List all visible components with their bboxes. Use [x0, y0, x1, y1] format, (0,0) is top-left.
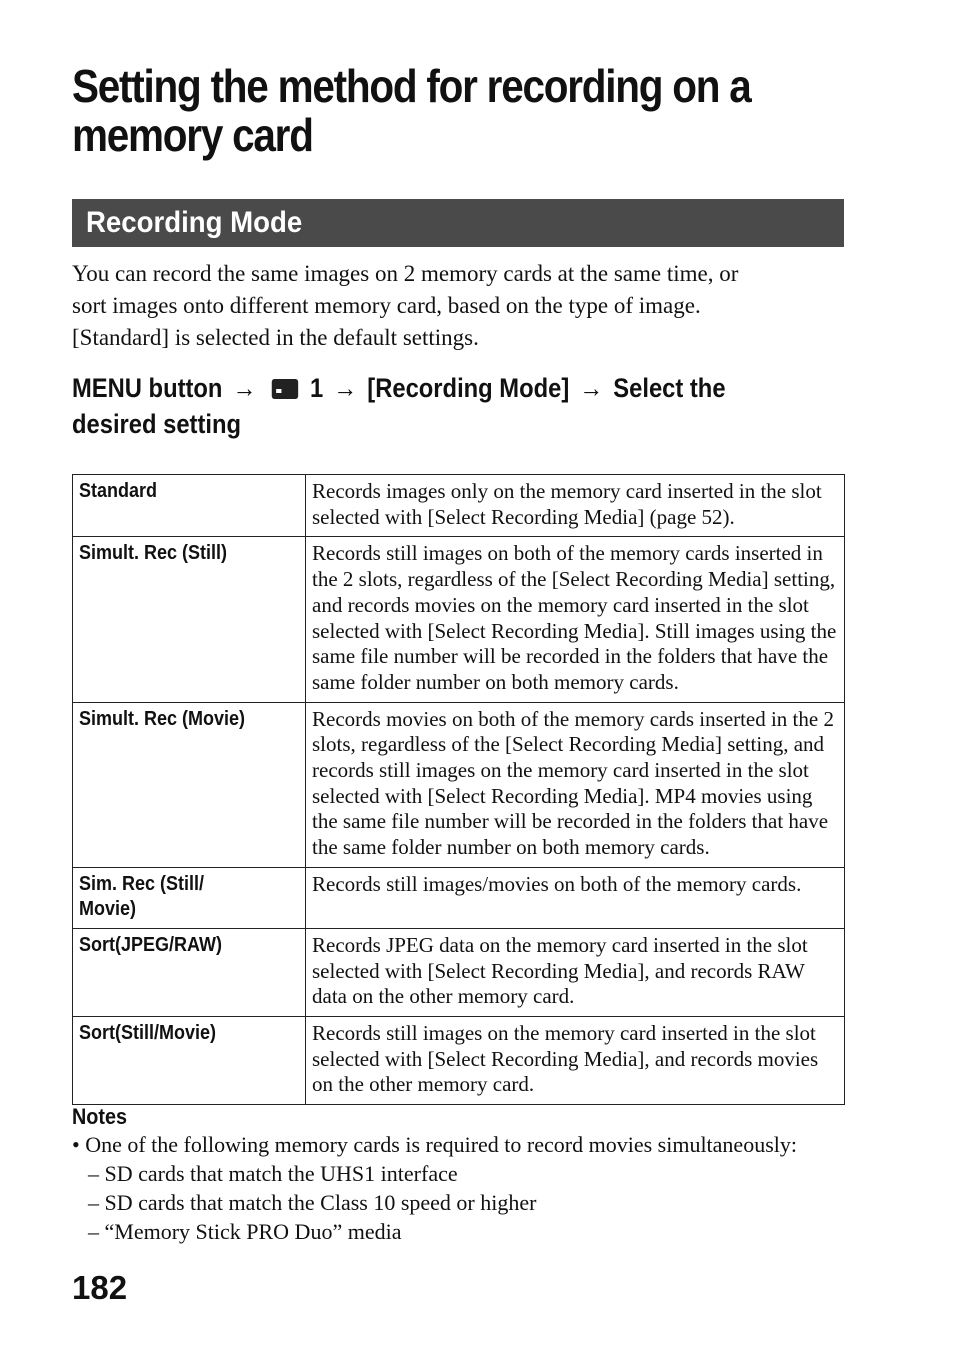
manual-page [72, 60, 844, 1306]
page-title-line2: memory card [72, 109, 313, 161]
intro-line-2: sort images onto different memory card, based on the type of image. [72, 293, 701, 318]
notes-list [72, 1130, 862, 1246]
arrow-icon: → [579, 373, 604, 403]
menu-action-label-line2: desired setting [72, 409, 242, 439]
recording-mode-table [72, 474, 845, 1105]
setting-description-cell: Records images only on the memory card inserted in the slot selected with [Select Recording Media] (page 52). [306, 475, 845, 537]
camera-menu-icon [272, 379, 298, 399]
menu-path-instruction [72, 370, 872, 442]
table-row [73, 867, 845, 928]
notes-sub-item: – SD cards that match the Class 10 speed or higher [88, 1190, 537, 1215]
notes-sub-item: – SD cards that match the UHS1 interface [88, 1161, 458, 1186]
notes-heading: Notes [72, 1104, 128, 1129]
setting-description-cell: Records JPEG data on the memory card inserted in the slot selected with [Select Recording Media], and records RAW data on the other memory card. [306, 928, 845, 1016]
menu-action-label: Select the [613, 373, 726, 403]
page-number: 182 [72, 1269, 128, 1306]
setting-name-cell: Sim. Rec (Still/ Movie) [73, 867, 306, 928]
setting-name-cell: Standard [73, 475, 306, 537]
intro-paragraph [72, 258, 844, 354]
table-row [73, 537, 845, 702]
table-row [73, 1016, 845, 1104]
setting-description-cell: Records still images/movies on both of the memory cards. [306, 867, 845, 928]
notes-bullet: • One of the following memory cards is required to record movies simultaneously: [72, 1132, 797, 1157]
setting-description-cell: Records still images on the memory card inserted in the slot selected with [Select Recording Media], and records movies on the other memory card. [306, 1016, 845, 1104]
intro-line-3: [Standard] is selected in the default settings. [72, 325, 479, 350]
arrow-icon: → [232, 373, 257, 403]
setting-description-cell: Records still images on both of the memory cards inserted in the 2 slots, regardless of the [Select Recording Media] setting, and records movies on the memory card inserted in the slot selected with [Select Recording Media]. Still images using the same file number will be recorded in the folders that have the same folder number on both memory cards. [306, 537, 845, 702]
menu-button-label: MENU button [72, 373, 223, 403]
table-row [73, 928, 845, 1016]
setting-description-cell: Records movies on both of the memory cards inserted in the 2 slots, regardless of the [Select Recording Media] setting, and records still images on the memory card inserted in the slot selected with [Select Recording Media]. MP4 movies using the same file number will be recorded in the folders that have the same folder number on both memory cards. [306, 702, 845, 867]
menu-tab-number: 1 [310, 373, 324, 403]
page-title-line1: Setting the method for recording on a [72, 60, 751, 112]
section-title: Recording Mode [86, 206, 303, 239]
section-header-bar [72, 199, 844, 247]
setting-name-cell: Sort(JPEG/RAW) [73, 928, 306, 1016]
menu-item-label: [Recording Mode] [367, 373, 570, 403]
arrow-icon: → [333, 373, 358, 403]
setting-name-cell: Sort(Still/Movie) [73, 1016, 306, 1104]
table-row [73, 702, 845, 867]
intro-line-1: You can record the same images on 2 memory cards at the same time, or [72, 261, 739, 286]
notes-sub-item: – “Memory Stick PRO Duo” media [88, 1219, 402, 1244]
page-title [72, 62, 846, 160]
table-row [73, 475, 845, 537]
setting-name-cell: Simult. Rec (Movie) [73, 702, 306, 867]
setting-name-cell: Simult. Rec (Still) [73, 537, 306, 702]
